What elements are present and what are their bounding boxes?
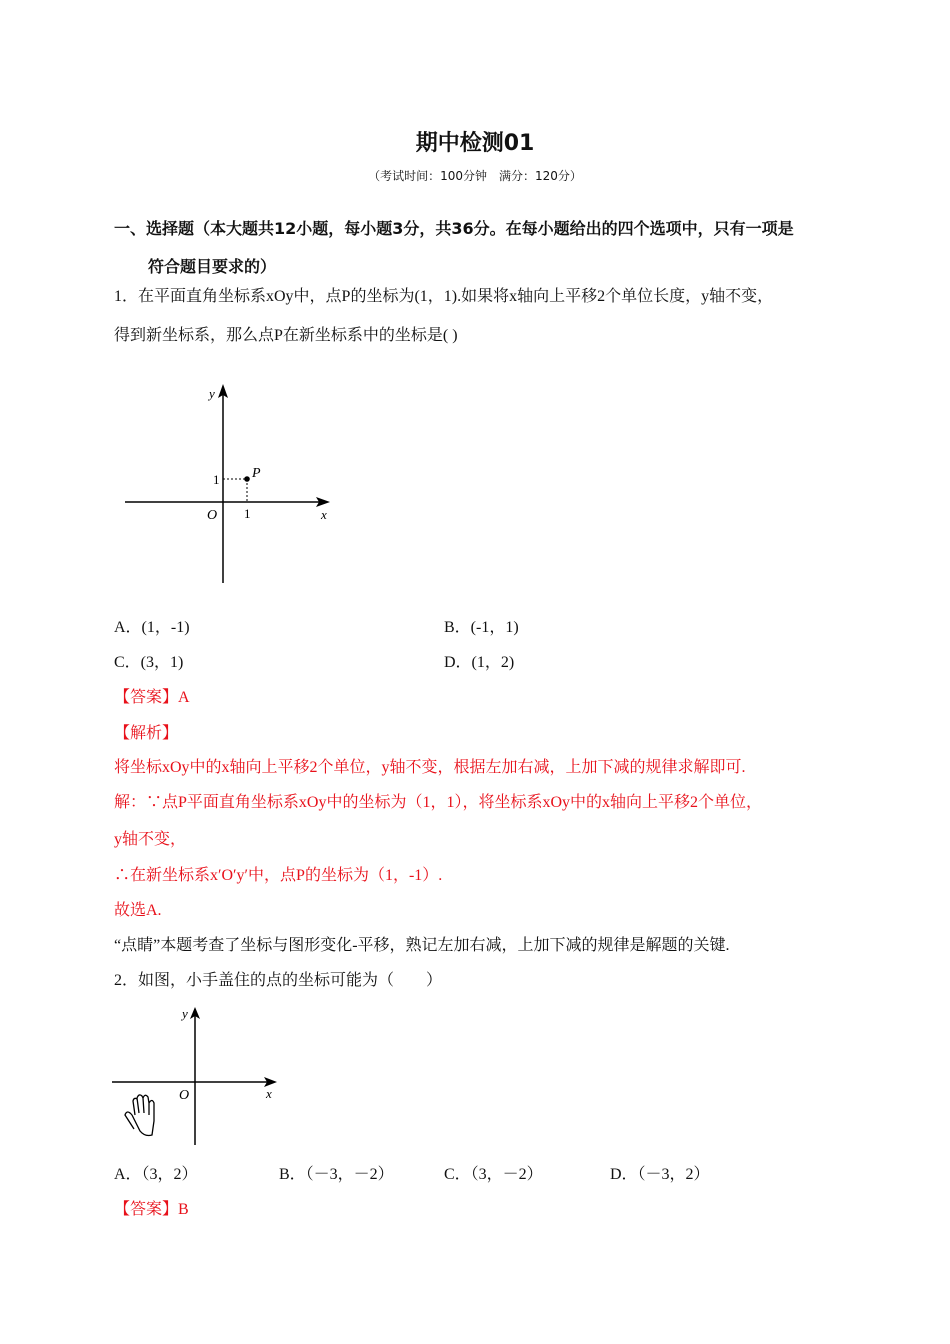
q1-analysis-line: ∴在新坐标系x′O′y′中，点P的坐标为（1，-1）.	[114, 867, 443, 884]
exam-info: （考试时间：100分钟 满分：120分）	[368, 169, 582, 183]
q1-analysis-label: 【解析】	[114, 725, 179, 742]
q1-option-a: A．(1，-1)	[114, 619, 190, 636]
q2-option-a: A．（3，2）	[114, 1166, 198, 1183]
page-title: 期中检测01	[415, 131, 535, 156]
svg-text:y: y	[209, 386, 215, 401]
q2-option-b: B．（－3，－2）	[279, 1166, 394, 1183]
svg-text:x: x	[266, 1086, 272, 1101]
q2-coordinate-figure	[112, 1003, 282, 1148]
q1-comment: “点睛”本题考查了坐标与图形变化-平移，熟记左加右减，上加下减的规律是解题的关键.	[114, 937, 730, 954]
q1-option-d: D．(1，2)	[444, 654, 515, 671]
q1-analysis-line: 解：∵点P平面直角坐标系xOy中的坐标为（1，1），将坐标系xOy中的x轴向上平移2个单位，	[114, 794, 763, 811]
svg-text:P: P	[252, 466, 261, 481]
section-heading: 一、选择题（本大题共12小题，每小题3分，共36分。在每小题给出的四个选项中，只有一项是	[114, 219, 794, 238]
svg-text:O: O	[179, 1088, 190, 1103]
q2-option-c: C．（3，－2）	[444, 1166, 543, 1183]
q1-option-c: C．(3，1)	[114, 654, 184, 671]
q1-answer: 【答案】A	[114, 689, 190, 706]
q1-analysis-line: 故选A.	[114, 902, 162, 919]
q2-option-d: D．（－3，2）	[610, 1166, 710, 1183]
q2-answer: 【答案】B	[114, 1201, 189, 1218]
q2-text: 2．如图，小手盖住的点的坐标可能为（ ）	[114, 972, 443, 989]
svg-text:y: y	[182, 1006, 188, 1021]
point-p	[244, 476, 250, 482]
q1-option-b: B．(-1，1)	[444, 619, 519, 636]
svg-text:x: x	[321, 507, 327, 522]
q1-text-cont: 得到新坐标系，那么点P在新坐标系中的坐标是( )	[114, 327, 458, 344]
svg-text:O: O	[207, 508, 218, 523]
q1-analysis-line: 将坐标xOy中的x轴向上平移2个单位，y轴不变，根据左加右减，上加下减的规律求解即可.	[114, 759, 746, 776]
hand-icon	[125, 1095, 154, 1136]
section-heading-cont: 符合题目要求的）	[148, 257, 277, 276]
q1-text: 1．在平面直角坐标系xOy中，点P的坐标为(1，1).如果将x轴向上平移2个单位长度，y轴不变，	[114, 288, 774, 305]
q1-analysis-line: y轴不变，	[114, 831, 187, 848]
svg-text:1: 1	[213, 472, 220, 487]
q1-coordinate-figure	[120, 380, 340, 590]
svg-text:1: 1	[244, 506, 251, 521]
